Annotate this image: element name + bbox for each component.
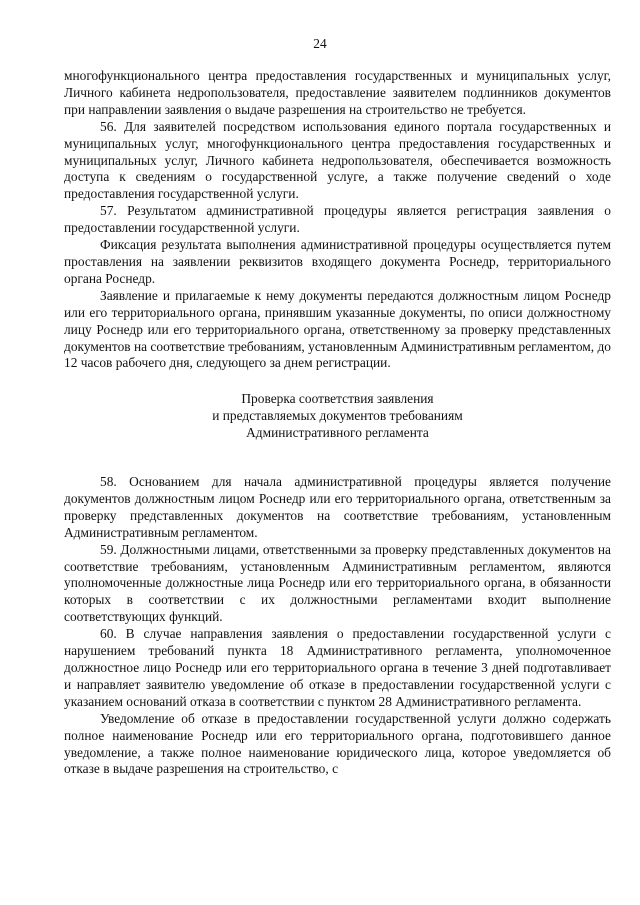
paragraph-documents-transfer: Заявление и прилагаемые к нему документы передаются должностным лицом Роснедр или его территориального органа, принявшим указанные документы, по описи должностному лицу Роснедр или его территориального органа, ответственному за проверку представленных документов на соответствие требованиям, установленным Административным регламентом, до 12 часов рабочего дня, следующего за днем регистрации. (64, 287, 611, 371)
section-heading-line-2: и представляемых документов требованиям (212, 408, 463, 424)
section-heading (64, 391, 611, 442)
paragraph-refusal-notice: Уведомление об отказе в предоставлении государственной услуги должно содержать полное наименование Роснедр или его территориального органа, подготовившего данное уведомление, а также полное наименование юридического лица, которое уведомляется об отказе в выдаче разрешения на строительство, с (64, 710, 611, 777)
section-heading-line-1: Проверка соответствия заявления (241, 391, 434, 407)
paragraph-continuation: многофункционального центра предоставления государственных и муниципальных услуг, Личного кабинета недропользователя, предоставление заявителем подлинников документов при направлении заявления о выдаче разрешения на строительство не требуется. (64, 68, 611, 117)
paragraph-registration-fixation: Фиксация результата выполнения административной процедуры осуществляется путем проставления на заявлении реквизитов входящего документа Роснедр, территориального органа Роснедр. (64, 237, 611, 286)
page-number: 24 (313, 36, 327, 51)
paragraph-58: 58. Основанием для начала административной процедуры является получение документов должностным лицом Роснедр или его территориального органа, ответственным за проверку представленных документов на соответствие требованиям, установленным Административным регламентом. (64, 474, 611, 540)
document-body (64, 68, 611, 778)
paragraph-56: 56. Для заявителей посредством использования единого портала государственных и муниципальных услуг, многофункционального центра предоставления государственных и муниципальных услуг, Личного кабинета недропользователя, обеспечивается возможность доступа к сведениям о государственной услуге, а также получение сведений о ходе предоставления государственной услуги. (64, 118, 611, 202)
section-heading-line-3: Административного регламента (246, 425, 429, 441)
paragraph-60: 60. В случае направления заявления о предоставлении государственной услуги с нарушением требований пункта 18 Административного регламента, уполномоченное должностное лицо Роснедр или его территориального органа в течение 3 дней подготавливает и направляет заявителю уведомление об отказе в предоставлении государственной услуги с указанием оснований отказа в соответствии с пунктом 28 Административного регламента. (64, 626, 611, 709)
paragraph-59: 59. Должностными лицами, ответственными за проверку представленных документов на соответствие требованиям, установленным Административным регламентом, являются уполномоченные должностные лица Роснедр или его территориального органа, в обязанности которых в соответствии с их должностными регламентами входит выполнение соответствующих функций. (64, 541, 611, 625)
paragraph-57: 57. Результатом административной процедуры является регистрация заявления о предоставлении государственной услуги. (64, 203, 611, 236)
